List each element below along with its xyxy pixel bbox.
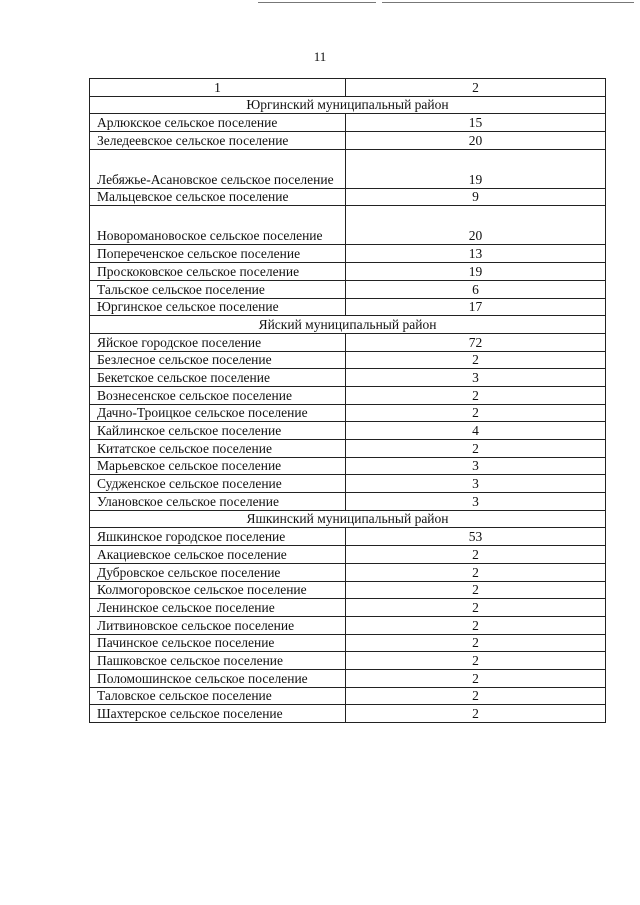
settlement-value: 17 (346, 298, 606, 316)
table-row (90, 422, 606, 440)
table-row (90, 245, 606, 263)
table-row (90, 333, 606, 351)
settlement-value: 72 (346, 333, 606, 351)
table-row (90, 652, 606, 670)
table-row (90, 581, 606, 599)
settlement-name: Литвиновское сельское поселение (90, 616, 346, 634)
settlement-name: Яшкинское городское поселение (90, 528, 346, 546)
settlement-value: 53 (346, 528, 606, 546)
settlement-name: Зеледеевское сельское поселение (90, 132, 346, 150)
settlement-name: Судженское сельское поселение (90, 475, 346, 493)
table-row (90, 546, 606, 564)
header-row (90, 79, 606, 97)
settlement-name: Пашковское сельское поселение (90, 652, 346, 670)
settlement-value: 6 (346, 280, 606, 298)
settlement-value: 2 (346, 669, 606, 687)
settlement-value: 19 (346, 149, 606, 188)
table-row (90, 132, 606, 150)
settlement-name: Марьевское сельское поселение (90, 457, 346, 475)
settlement-name: Акациевское сельское поселение (90, 546, 346, 564)
table-row (90, 298, 606, 316)
settlement-name: Тальское сельское поселение (90, 280, 346, 298)
table-row (90, 149, 606, 188)
settlement-name: Юргинское сельское поселение (90, 298, 346, 316)
settlement-value: 2 (346, 634, 606, 652)
settlement-name: Попереченское сельское поселение (90, 245, 346, 263)
scan-top-line-right (382, 2, 634, 3)
settlement-value: 15 (346, 114, 606, 132)
settlement-name: Проскоковское сельское поселение (90, 263, 346, 281)
settlement-name: Китатское сельское поселение (90, 440, 346, 458)
settlement-name: Поломошинское сельское поселение (90, 669, 346, 687)
settlement-name: Пачинское сельское поселение (90, 634, 346, 652)
settlement-name: Вознесенское сельское поселение (90, 386, 346, 404)
settlement-value: 20 (346, 132, 606, 150)
table-row (90, 404, 606, 422)
table-row (90, 369, 606, 387)
table-row (90, 351, 606, 369)
settlement-name: Лебяжье-Асановское сельское поселение (90, 149, 346, 188)
table-row (90, 440, 606, 458)
settlement-value: 2 (346, 652, 606, 670)
settlement-value: 13 (346, 245, 606, 263)
settlement-value: 2 (346, 386, 606, 404)
table-row (90, 493, 606, 511)
table-row (90, 114, 606, 132)
settlement-value: 9 (346, 188, 606, 206)
settlement-value: 3 (346, 457, 606, 475)
settlement-name: Дубровское сельское поселение (90, 563, 346, 581)
table-row (90, 705, 606, 723)
table-row (90, 188, 606, 206)
settlement-value: 2 (346, 563, 606, 581)
settlement-name: Мальцевское сельское поселение (90, 188, 346, 206)
settlement-value: 2 (346, 687, 606, 705)
page-number: 11 (313, 49, 327, 64)
settlement-name: Арлюкское сельское поселение (90, 114, 346, 132)
settlement-value: 3 (346, 475, 606, 493)
settlement-value: 20 (346, 206, 606, 245)
settlement-value: 4 (346, 422, 606, 440)
table-row (90, 386, 606, 404)
district-header-row (90, 510, 606, 528)
table-row (90, 599, 606, 617)
header-cell-2: 2 (346, 79, 606, 97)
table-row (90, 280, 606, 298)
table-row (90, 634, 606, 652)
district-title: Юргинский муниципальный район (90, 96, 606, 114)
settlement-value: 3 (346, 369, 606, 387)
settlement-name: Новоромановоское сельское поселение (90, 206, 346, 245)
district-header-row (90, 316, 606, 334)
settlement-value: 2 (346, 705, 606, 723)
settlement-name: Кайлинское сельское поселение (90, 422, 346, 440)
settlement-value: 19 (346, 263, 606, 281)
district-title: Яйский муниципальный район (90, 316, 606, 334)
table-row (90, 206, 606, 245)
settlement-value: 2 (346, 599, 606, 617)
scan-top-line-left (258, 2, 376, 3)
table-row (90, 475, 606, 493)
settlement-value: 2 (346, 546, 606, 564)
settlement-name: Улановское сельское поселение (90, 493, 346, 511)
settlement-name: Яйское городское поселение (90, 333, 346, 351)
settlement-value: 2 (346, 351, 606, 369)
table-row (90, 616, 606, 634)
settlement-name: Таловское сельское поселение (90, 687, 346, 705)
settlement-name: Колмогоровское сельское поселение (90, 581, 346, 599)
settlement-value: 2 (346, 440, 606, 458)
settlement-name: Дачно-Троицкое сельское поселение (90, 404, 346, 422)
table-row (90, 457, 606, 475)
settlement-value: 3 (346, 493, 606, 511)
district-title: Яшкинский муниципальный район (90, 510, 606, 528)
district-header-row (90, 96, 606, 114)
settlement-name: Бекетское сельское поселение (90, 369, 346, 387)
header-cell-1: 1 (90, 79, 346, 97)
settlement-value: 2 (346, 404, 606, 422)
settlement-value: 2 (346, 581, 606, 599)
table-row (90, 528, 606, 546)
table-row (90, 687, 606, 705)
table-row (90, 563, 606, 581)
settlements-table (89, 78, 606, 723)
table-row (90, 263, 606, 281)
settlement-name: Ленинское сельское поселение (90, 599, 346, 617)
settlement-name: Шахтерское сельское поселение (90, 705, 346, 723)
settlement-name: Безлесное сельское поселение (90, 351, 346, 369)
settlement-value: 2 (346, 616, 606, 634)
table-row (90, 669, 606, 687)
